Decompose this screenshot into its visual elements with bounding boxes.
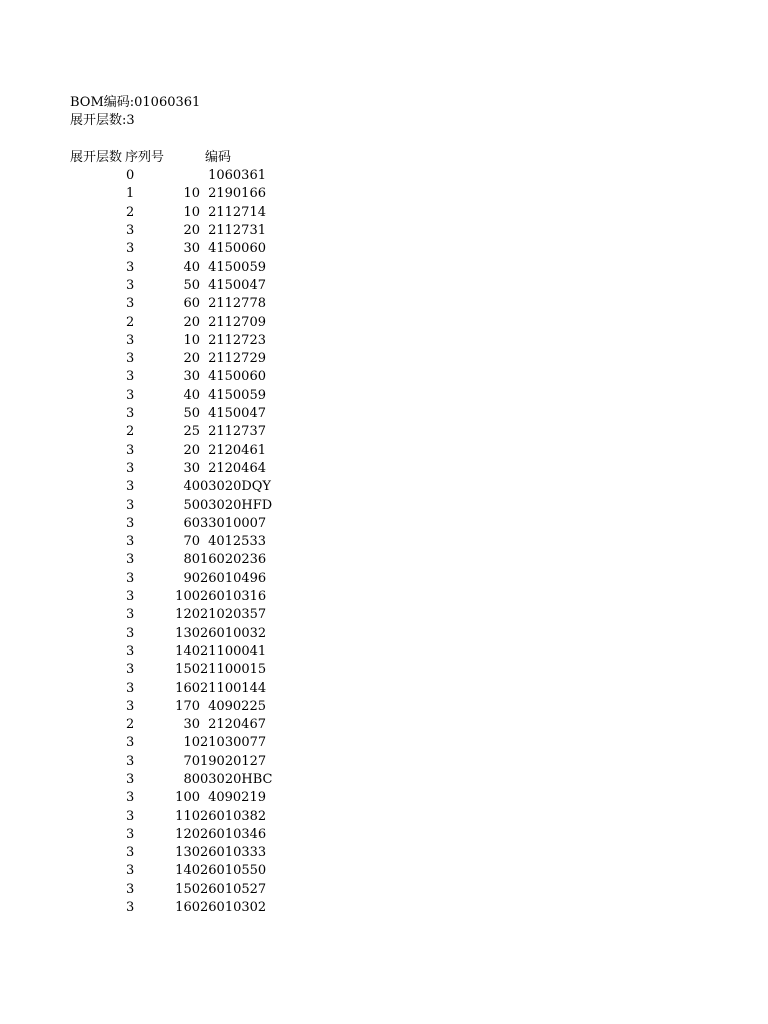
cell-code: 4150059 xyxy=(208,387,266,403)
cell-sequence: 100 xyxy=(175,589,200,605)
cell-sequence: 150 xyxy=(175,662,200,678)
table-row xyxy=(70,844,330,862)
cell-level: 3 xyxy=(126,735,135,751)
table-row xyxy=(70,185,330,203)
cell-sequence: 80 xyxy=(183,771,200,787)
table-row xyxy=(70,771,330,789)
cell-code: 26010550 xyxy=(200,863,267,879)
cell-sequence: 50 xyxy=(183,497,200,513)
cell-sequence: 170 xyxy=(175,698,200,714)
cell-code: 33010007 xyxy=(200,515,267,531)
cell-code: 26010302 xyxy=(200,900,267,916)
cell-code: 4150047 xyxy=(208,277,266,293)
table-row xyxy=(70,478,330,496)
cell-code: 4150060 xyxy=(208,241,266,257)
cell-level: 3 xyxy=(126,406,135,422)
expand-levels-line: 展开层数:3 xyxy=(70,113,135,129)
cell-level: 3 xyxy=(126,369,135,385)
table-row xyxy=(70,606,330,624)
table-row xyxy=(70,368,330,386)
table-row xyxy=(70,515,330,533)
cell-sequence: 140 xyxy=(175,643,200,659)
table-row xyxy=(70,277,330,295)
cell-sequence: 130 xyxy=(175,625,200,641)
table-row xyxy=(70,350,330,368)
cell-code: 4012533 xyxy=(208,534,266,550)
table-row xyxy=(70,332,330,350)
cell-level: 3 xyxy=(126,900,135,916)
table-row xyxy=(70,789,330,807)
table-row xyxy=(70,423,330,441)
cell-sequence: 140 xyxy=(175,863,200,879)
bom-sheet xyxy=(70,94,330,917)
cell-code: 26010382 xyxy=(200,808,267,824)
cell-level: 3 xyxy=(126,534,135,550)
cell-level: 3 xyxy=(126,808,135,824)
cell-level: 3 xyxy=(126,479,135,495)
cell-sequence: 60 xyxy=(183,515,200,531)
cell-level: 3 xyxy=(126,790,135,806)
cell-code: 26010346 xyxy=(200,826,267,842)
cell-sequence: 30 xyxy=(183,241,200,257)
bom-code-line: BOM编码:01060361 xyxy=(70,95,201,110)
table-row xyxy=(70,570,330,588)
cell-code: 4150047 xyxy=(208,406,266,422)
column-header-code: 编码 xyxy=(205,149,232,165)
column-header-level: 展开层数 xyxy=(70,149,123,165)
cell-level: 0 xyxy=(126,168,135,184)
cell-code: 03020DQY xyxy=(200,479,272,495)
cell-code: 4150059 xyxy=(208,259,266,275)
table-row xyxy=(70,698,330,716)
cell-code: 21030077 xyxy=(200,735,267,751)
cell-level: 3 xyxy=(126,589,135,605)
cell-level: 3 xyxy=(126,296,135,312)
cell-sequence: 10 xyxy=(183,204,200,220)
table-row xyxy=(70,442,330,460)
cell-sequence: 20 xyxy=(183,351,200,367)
cell-level: 3 xyxy=(126,607,135,623)
cell-code: 2120467 xyxy=(208,717,266,733)
cell-level: 2 xyxy=(126,204,135,220)
cell-sequence: 10 xyxy=(183,332,200,348)
cell-sequence: 10 xyxy=(183,735,200,751)
cell-sequence: 160 xyxy=(175,680,200,696)
cell-level: 2 xyxy=(126,717,135,733)
cell-level: 3 xyxy=(126,223,135,239)
table-row xyxy=(70,661,330,679)
cell-code: 4090219 xyxy=(208,790,266,806)
cell-level: 3 xyxy=(126,332,135,348)
cell-sequence: 80 xyxy=(183,552,200,568)
table-row xyxy=(70,295,330,313)
table-row xyxy=(70,680,330,698)
cell-level: 3 xyxy=(126,753,135,769)
cell-level: 2 xyxy=(126,424,135,440)
table-row xyxy=(70,899,330,917)
table-header xyxy=(70,149,330,167)
cell-code: 16020236 xyxy=(200,552,267,568)
cell-sequence: 40 xyxy=(183,259,200,275)
cell-sequence: 70 xyxy=(183,753,200,769)
cell-sequence: 30 xyxy=(183,369,200,385)
column-header-sequence: 序列号 xyxy=(125,149,165,165)
cell-level: 3 xyxy=(126,387,135,403)
table-row xyxy=(70,533,330,551)
cell-sequence: 150 xyxy=(175,881,200,897)
bom-rows xyxy=(70,167,330,917)
table-row xyxy=(70,222,330,240)
table-row xyxy=(70,734,330,752)
table-row xyxy=(70,240,330,258)
cell-code: 03020HFD xyxy=(200,497,273,513)
cell-level: 3 xyxy=(126,863,135,879)
cell-sequence: 40 xyxy=(183,387,200,403)
cell-level: 3 xyxy=(126,845,135,861)
cell-level: 3 xyxy=(126,881,135,897)
cell-level: 3 xyxy=(126,497,135,513)
cell-level: 3 xyxy=(126,625,135,641)
table-row xyxy=(70,259,330,277)
cell-sequence: 30 xyxy=(183,717,200,733)
table-row xyxy=(70,716,330,734)
cell-code: 26010032 xyxy=(200,625,267,641)
table-row xyxy=(70,460,330,478)
cell-level: 3 xyxy=(126,351,135,367)
cell-sequence: 30 xyxy=(183,460,200,476)
blank-row xyxy=(70,131,330,149)
table-row xyxy=(70,204,330,222)
cell-code: 2112778 xyxy=(208,296,266,312)
cell-code: 26010496 xyxy=(200,570,267,586)
cell-sequence: 120 xyxy=(175,607,200,623)
cell-code: 03020HBC xyxy=(200,771,273,787)
cell-code: 26010527 xyxy=(200,881,267,897)
cell-code: 2112737 xyxy=(208,424,266,440)
table-row xyxy=(70,643,330,661)
cell-code: 2112723 xyxy=(208,332,266,348)
table-row xyxy=(70,808,330,826)
table-row xyxy=(70,551,330,569)
table-row xyxy=(70,167,330,185)
cell-code: 2120461 xyxy=(208,442,266,458)
table-row xyxy=(70,881,330,899)
cell-level: 3 xyxy=(126,552,135,568)
cell-code: 2112731 xyxy=(208,223,266,239)
cell-sequence: 130 xyxy=(175,845,200,861)
cell-code: 26010316 xyxy=(200,589,267,605)
cell-level: 3 xyxy=(126,460,135,476)
cell-code: 26010333 xyxy=(200,845,267,861)
cell-level: 3 xyxy=(126,515,135,531)
table-row xyxy=(70,497,330,515)
cell-sequence: 50 xyxy=(183,277,200,293)
cell-level: 3 xyxy=(126,643,135,659)
cell-level: 2 xyxy=(126,314,135,330)
cell-code: 2112709 xyxy=(208,314,266,330)
cell-sequence: 20 xyxy=(183,314,200,330)
cell-level: 3 xyxy=(126,277,135,293)
table-row xyxy=(70,405,330,423)
cell-sequence: 160 xyxy=(175,900,200,916)
cell-code: 2190166 xyxy=(208,186,266,202)
cell-sequence: 50 xyxy=(183,406,200,422)
cell-sequence: 120 xyxy=(175,826,200,842)
cell-level: 3 xyxy=(126,259,135,275)
cell-level: 3 xyxy=(126,826,135,842)
cell-sequence: 60 xyxy=(183,296,200,312)
table-row xyxy=(70,862,330,880)
cell-sequence: 40 xyxy=(183,479,200,495)
cell-sequence: 20 xyxy=(183,442,200,458)
cell-code: 21100144 xyxy=(200,680,267,696)
table-row xyxy=(70,826,330,844)
cell-code: 2112714 xyxy=(208,204,266,220)
table-row xyxy=(70,625,330,643)
cell-sequence: 70 xyxy=(183,534,200,550)
cell-code: 21020357 xyxy=(200,607,267,623)
cell-sequence: 110 xyxy=(175,808,200,824)
cell-level: 3 xyxy=(126,241,135,257)
table-row xyxy=(70,753,330,771)
cell-sequence: 10 xyxy=(183,186,200,202)
cell-code: 2120464 xyxy=(208,460,266,476)
cell-level: 3 xyxy=(126,662,135,678)
cell-sequence: 100 xyxy=(175,790,200,806)
cell-level: 3 xyxy=(126,680,135,696)
cell-code: 21100041 xyxy=(200,643,267,659)
cell-sequence: 90 xyxy=(183,570,200,586)
cell-code: 19020127 xyxy=(200,753,267,769)
cell-code: 21100015 xyxy=(200,662,267,678)
cell-level: 3 xyxy=(126,442,135,458)
cell-sequence: 20 xyxy=(183,223,200,239)
cell-level: 3 xyxy=(126,570,135,586)
cell-code: 4150060 xyxy=(208,369,266,385)
cell-sequence: 25 xyxy=(183,424,200,440)
table-row xyxy=(70,387,330,405)
table-row xyxy=(70,588,330,606)
cell-code: 2112729 xyxy=(208,351,266,367)
cell-level: 3 xyxy=(126,771,135,787)
table-row xyxy=(70,314,330,332)
cell-level: 1 xyxy=(126,186,135,202)
cell-code: 1060361 xyxy=(208,168,266,184)
cell-level: 3 xyxy=(126,698,135,714)
cell-code: 4090225 xyxy=(208,698,266,714)
